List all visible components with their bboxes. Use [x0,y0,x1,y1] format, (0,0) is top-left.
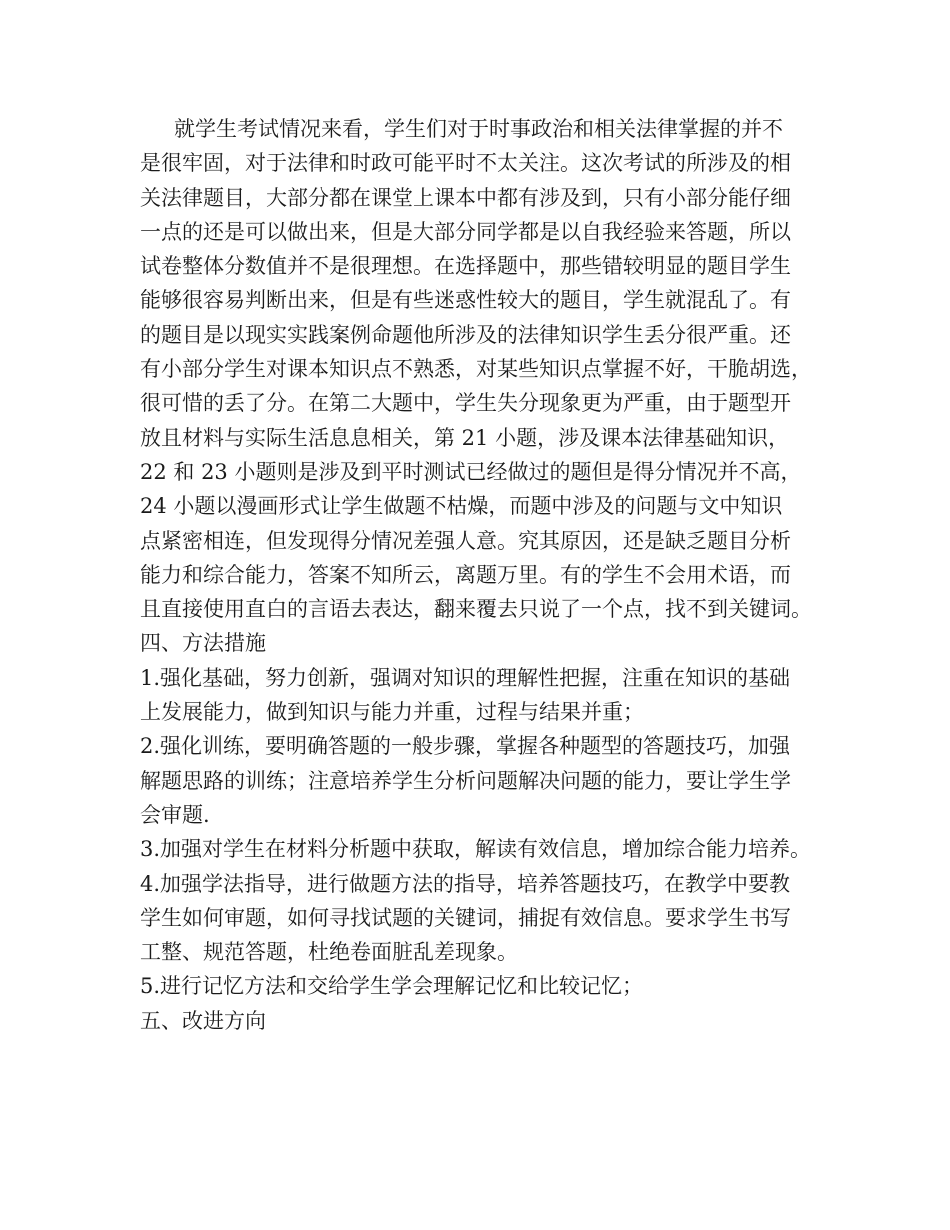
section-heading-methods: 四、方法措施 [140,631,266,656]
paragraph-line: 24 小题以漫画形式让学生做题不枯燥，而题中涉及的问题与文中知识 [140,494,783,519]
paragraph-line: 点紧密相连，但发现得分情况差强人意。究其原因，还是缺乏题目分析 [140,528,791,553]
section-heading-improvement: 五、改进方向 [140,1008,266,1033]
paragraph-line: 能力和综合能力，答案不知所云，离题万里。有的学生不会用术语，而 [140,562,791,587]
method-item-line: 5.进行记忆方法和交给学生学会理解记忆和比较记忆； [140,974,644,999]
paragraph-line: 放且材料与实际生活息息相关，第 21 小题，涉及课本法律基础知识， [140,425,790,450]
paragraph-line: 很可惜的丢了分。在第二大题中，学生失分现象更为严重，由于题型开 [140,391,791,416]
method-item-line: 上发展能力，做到知识与能力并重，过程与结果并重； [140,700,644,725]
paragraph-line: 能够很容易判断出来，但是有些迷惑性较大的题目，学生就混乱了。有 [140,288,791,313]
method-item-line: 2.强化训练，要明确答题的一般步骤，掌握各种题型的答题技巧，加强 [140,734,791,759]
method-item-line: 会审题. [140,802,210,827]
paragraph-line: 且直接使用直白的言语去表达，翻来覆去只说了一个点，找不到关键词。 [140,597,812,622]
method-item-line: 学生如何审题，如何寻找试题的关键词，捕捉有效信息。要求学生书写 [140,905,791,930]
method-item-line: 解题思路的训练；注意培养学生分析问题解决问题的能力，要让学生学 [140,768,791,793]
paragraph-line: 是很牢固，对于法律和时政可能平时不太关注。这次考试的所涉及的相 [140,151,791,176]
method-item-2 [140,729,830,832]
paragraph-line: 试卷整体分数值并不是很理想。在选择题中，那些错较明显的题目学生 [140,254,791,279]
analysis-paragraph [140,112,830,626]
paragraph-line: 关法律题目，大部分都在课堂上课本中都有涉及到，只有小部分能仔细 [140,185,791,210]
document-body [140,112,830,1038]
method-item-3 [140,832,830,866]
paragraph-line: 一点的还是可以做出来，但是大部分同学都是以自我经验来答题，所以 [140,219,791,244]
method-item-1 [140,661,830,730]
method-item-5 [140,969,830,1003]
method-item-line: 1.强化基础，努力创新，强调对知识的理解性把握，注重在知识的基础 [140,665,791,690]
paragraph-line: 22 和 23 小题则是涉及到平时测试已经做过的题但是得分情况并不高， [140,459,802,484]
method-item-4 [140,867,830,970]
paragraph-line: 有小部分学生对课本知识点不熟悉，对某些知识点掌握不好，干脆胡选， [140,357,812,382]
paragraph-line: 的题目是以现实实践案例命题他所涉及的法律知识学生丢分很严重。还 [140,322,791,347]
method-item-line: 4.加强学法指导，进行做题方法的指导，培养答题技巧，在教学中要教 [140,871,791,896]
method-item-line: 工整、规范答题，杜绝卷面脏乱差现象。 [140,940,518,965]
paragraph-line: 就学生考试情况来看，学生们对于时事政治和相关法律掌握的并不 [174,117,783,141]
method-item-line: 3.加强对学生在材料分析题中获取，解读有效信息，增加综合能力培养。 [140,837,812,862]
